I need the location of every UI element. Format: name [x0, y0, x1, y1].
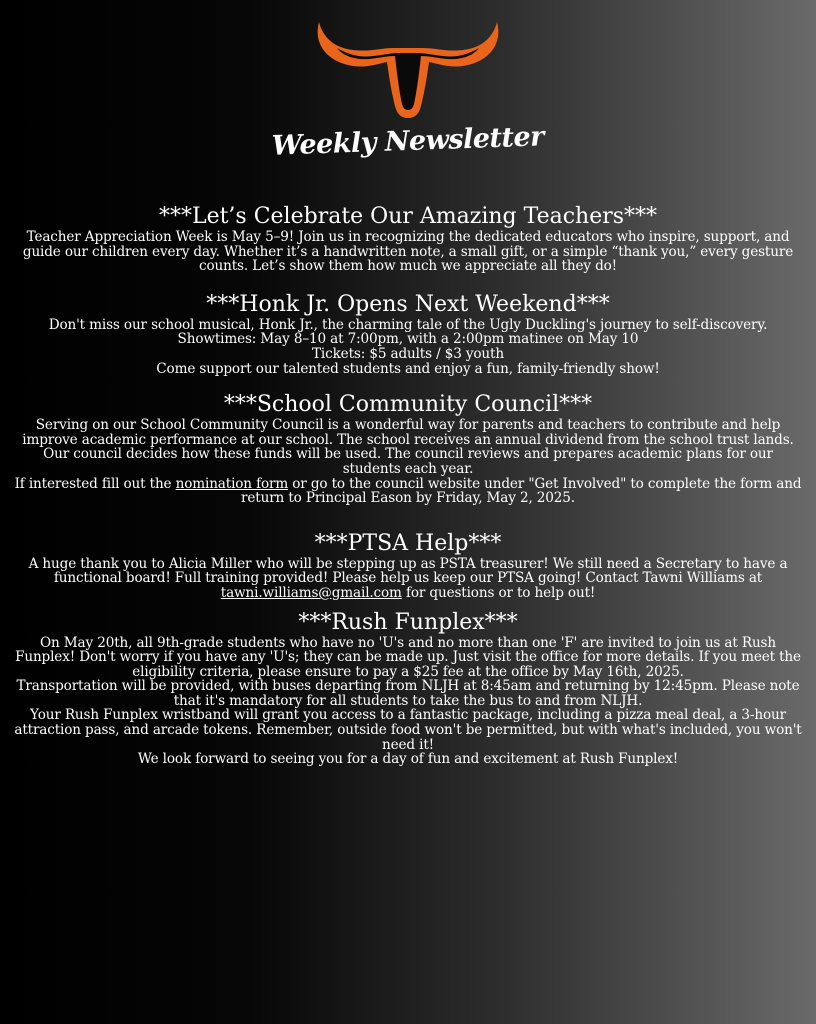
section-heading: ***Honk Jr. Opens Next Weekend*** [206, 291, 610, 317]
section-community-council [14, 392, 802, 506]
section-ptsa-help [14, 531, 802, 601]
ptsa-text-after: for questions or to help out! [401, 584, 596, 601]
interest-text-before: If interested fill out the [14, 475, 176, 492]
interest-text-after: or go to the council website under "Get Involved" to complete the form and return to Principal Eason by Friday, May 2, 2025. [241, 475, 802, 507]
email-link[interactable]: tawni.williams@gmail.com [220, 584, 402, 601]
section-body [14, 557, 802, 601]
showtimes-text: Showtimes: May 8–10 at 7:00pm, with a 2:00pm matinee on May 10 [177, 331, 639, 348]
section-body: Your Rush Funplex wristband will grant you access to a fantastic package, including a pizza meal deal, a 3-hour attraction pass, and arcade tokens. Remember, outside food won't be permitted, but with what's included, you won't need it! [14, 707, 802, 753]
newsletter-content [14, 204, 802, 767]
section-heading: ***PTSA Help*** [314, 530, 502, 556]
section-heading: ***Let’s Celebrate Our Amazing Teachers*** [158, 204, 658, 229]
section-teacher-appreciation [14, 204, 802, 274]
section-heading: ***Rush Funplex*** [298, 609, 518, 635]
interest-text [14, 477, 802, 506]
nomination-form-link[interactable]: nomination form [175, 475, 289, 492]
section-body: Transportation will be provided, with buses departing from NLJH at 8:45am and returning by 12:45pm. Please note that it's mandatory for all students to take the bus to and from NLJH. [16, 678, 800, 709]
section-body: Serving on our School Community Council is a wonderful way for parents and teachers to contribute and help improve academic performance at our school. The school receives an annual dividend from the school trust lands. Our council decides how these funds will be used. The council reviews and prepares academic plans for our students each year. [22, 417, 794, 477]
tickets-text: Tickets: $5 adults / $3 youth [312, 345, 504, 362]
section-rush-funplex [14, 610, 802, 767]
section-heading: ***School Community Council*** [223, 392, 593, 418]
section-honk-jr [14, 292, 802, 376]
section-body: Teacher Appreciation Week is May 5–9! Join us in recognizing the dedicated educators who inspire, support, and guide our children every day. Whether it’s a handwritten note, a small gift, or a simple “thank you,” every gesture counts. Let’s show them how much we appreciate all they do! [22, 229, 794, 275]
section-body: Don't miss our school musical, Honk Jr., the charming tale of the Ugly Duckling's journey to self-discovery. [48, 316, 768, 333]
newsletter-title: Weekly Newsletter [271, 121, 545, 162]
section-body: Come support our talented students and enjoy a fun, family-friendly show! [156, 360, 660, 377]
section-body: We look forward to seeing you for a day of fun and excitement at Rush Funplex! [137, 751, 679, 768]
section-body: On May 20th, all 9th-grade students who have no 'U's and no more than one 'F' are invited to join us at Rush Funplex! Don't worry if you have any 'U's; they can be made up. Just visit the office for more details. If you meet the eligibility criteria, please ensure to pay a $25 fee at the office by May 16th, 2025. [15, 634, 801, 680]
ptsa-text-before: A huge thank you to Alicia Miller who will be stepping up as PSTA treasurer! We still need a Secretary to have a functional board! Full training provided! Please help us keep our PTSA going! Contact Tawni Williams at [28, 555, 788, 587]
longhorn-icon [313, 18, 503, 123]
